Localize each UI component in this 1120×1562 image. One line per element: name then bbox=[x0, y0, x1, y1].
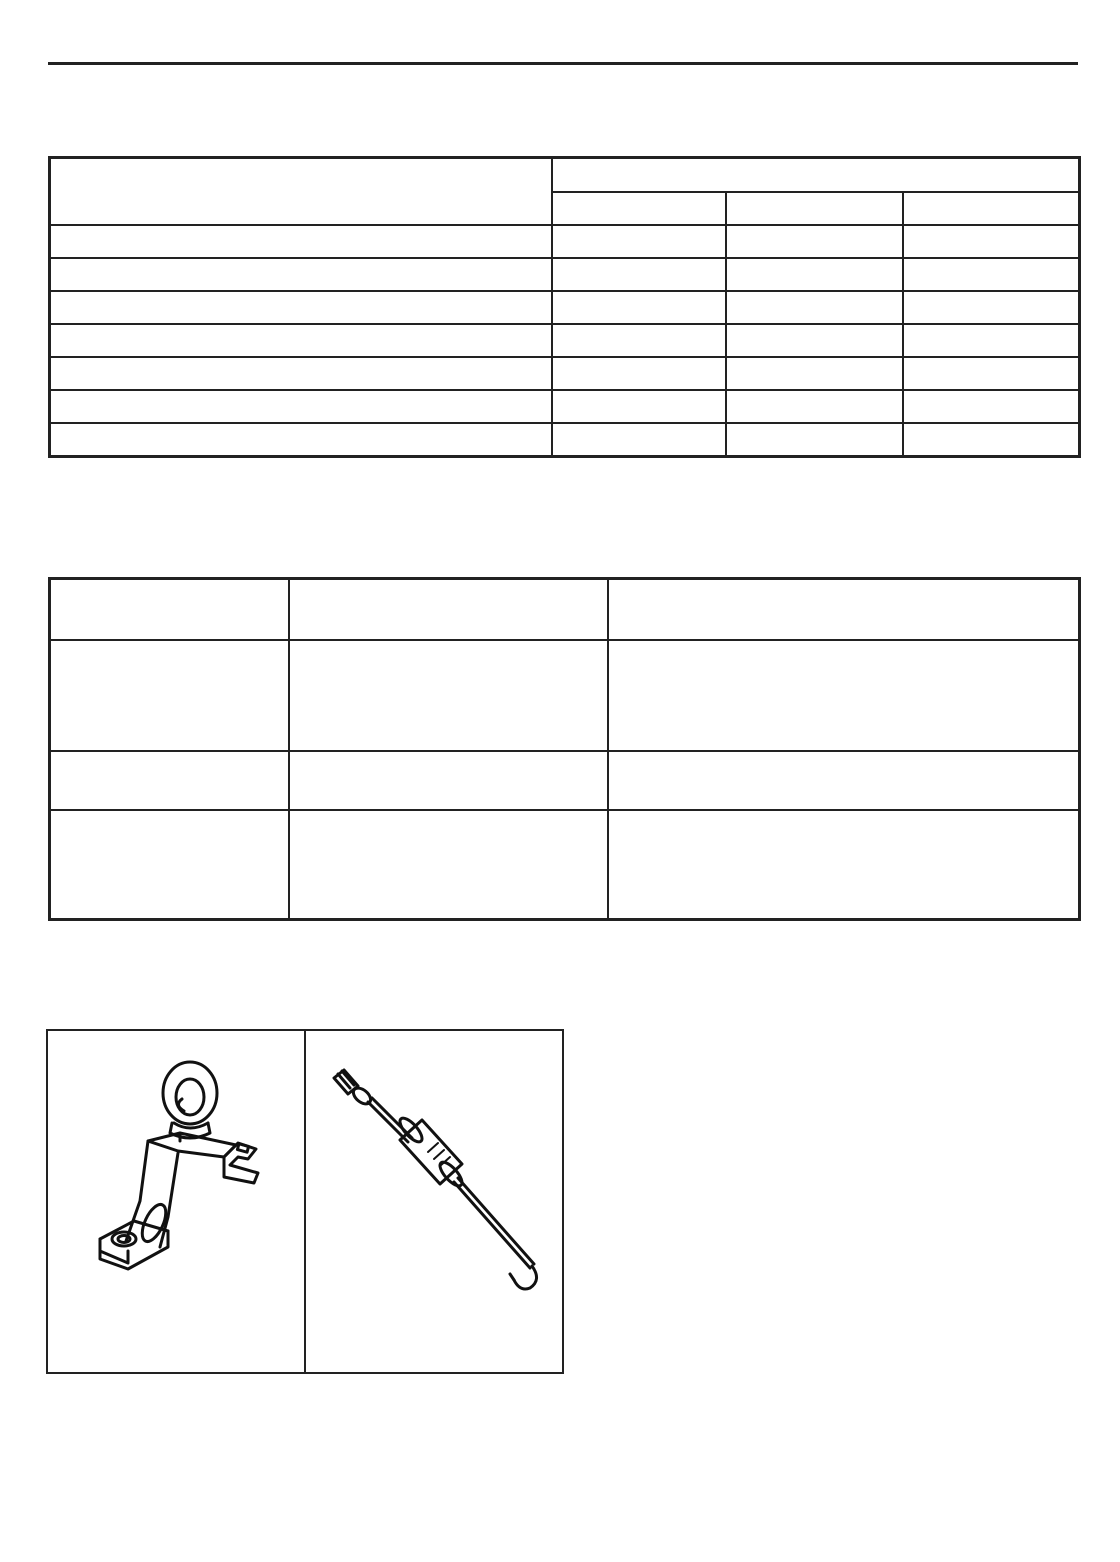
table-cell bbox=[608, 810, 1080, 920]
table-cell bbox=[903, 225, 1080, 258]
table-cell bbox=[726, 291, 903, 324]
table-cell bbox=[289, 751, 608, 810]
table-row bbox=[50, 291, 1080, 324]
table-row bbox=[50, 390, 1080, 423]
table-cell bbox=[726, 357, 903, 390]
tool-illustration-panel bbox=[46, 1029, 564, 1374]
table-row bbox=[50, 225, 1080, 258]
table-row bbox=[50, 324, 1080, 357]
table-cell bbox=[903, 423, 1080, 457]
table-cell bbox=[552, 357, 726, 390]
table-row bbox=[50, 258, 1080, 291]
tools-header-cell bbox=[50, 579, 289, 641]
table-cell bbox=[552, 291, 726, 324]
lifting-bracket-icon bbox=[78, 1051, 298, 1271]
table-row bbox=[50, 810, 1080, 920]
slide-hammer-hook-icon bbox=[316, 1056, 556, 1296]
spec-table-header-row bbox=[50, 158, 1080, 193]
table-cell bbox=[50, 324, 552, 357]
tool-illustration-cell bbox=[306, 1031, 562, 1372]
table-cell bbox=[903, 390, 1080, 423]
table-cell bbox=[50, 291, 552, 324]
table-cell bbox=[552, 324, 726, 357]
table-row bbox=[50, 423, 1080, 457]
table-cell bbox=[50, 640, 289, 751]
table-cell bbox=[50, 390, 552, 423]
table-cell bbox=[50, 423, 552, 457]
tool-illustration-cell bbox=[48, 1031, 306, 1372]
table-cell bbox=[50, 258, 552, 291]
top-rule bbox=[48, 62, 1078, 65]
spec-header-group-cell bbox=[552, 158, 1080, 193]
table-cell bbox=[552, 225, 726, 258]
special-tools-table bbox=[48, 577, 1081, 921]
table-cell bbox=[50, 357, 552, 390]
table-cell bbox=[903, 258, 1080, 291]
table-cell bbox=[552, 258, 726, 291]
table-cell bbox=[608, 751, 1080, 810]
table-cell bbox=[726, 258, 903, 291]
spec-subheader-cell bbox=[552, 192, 726, 225]
spec-header-item-cell bbox=[50, 158, 552, 226]
tools-header-cell bbox=[289, 579, 608, 641]
table-cell bbox=[50, 810, 289, 920]
table-row bbox=[50, 357, 1080, 390]
table-cell bbox=[50, 751, 289, 810]
table-row bbox=[50, 640, 1080, 751]
spec-subheader-cell bbox=[726, 192, 903, 225]
table-cell bbox=[726, 225, 903, 258]
table-cell bbox=[552, 390, 726, 423]
table-row bbox=[50, 751, 1080, 810]
table-cell bbox=[726, 390, 903, 423]
table-cell bbox=[289, 640, 608, 751]
table-cell bbox=[289, 810, 608, 920]
table-cell bbox=[552, 423, 726, 457]
table-cell bbox=[903, 324, 1080, 357]
table-cell bbox=[903, 291, 1080, 324]
table-cell bbox=[50, 225, 552, 258]
specification-table bbox=[48, 156, 1081, 458]
tools-header-cell bbox=[608, 579, 1080, 641]
spec-subheader-cell bbox=[903, 192, 1080, 225]
table-cell bbox=[726, 324, 903, 357]
tools-table-header-row bbox=[50, 579, 1080, 641]
table-cell bbox=[726, 423, 903, 457]
table-cell bbox=[608, 640, 1080, 751]
table-cell bbox=[903, 357, 1080, 390]
